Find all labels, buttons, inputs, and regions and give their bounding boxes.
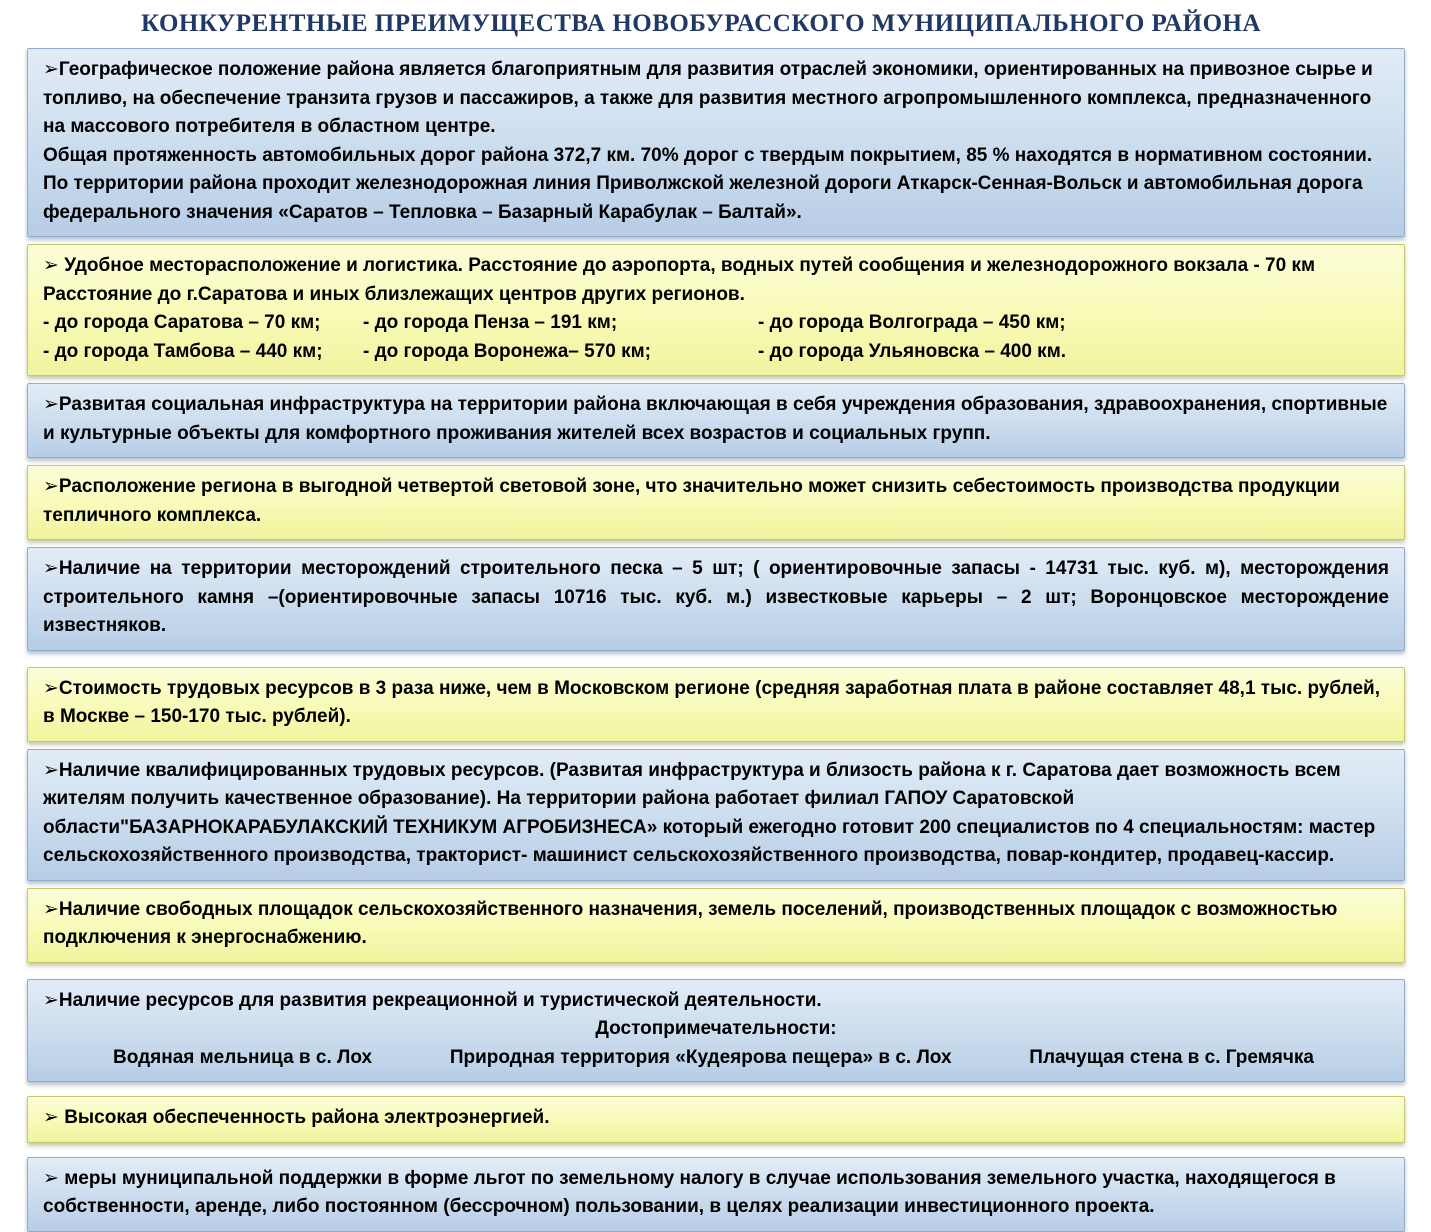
sights-row (113, 1044, 1314, 1073)
sights-subheading: Достопримечательности: (595, 1018, 837, 1039)
advantage-box-mineral-deposits (27, 547, 1405, 651)
advantage-box-electricity (27, 1096, 1405, 1143)
box-text: ➢Наличие квалифицированных трудовых ресурсов. (Развитая инфраструктура и близость района к г. Саратова дает возможность всем жителям получить качественное образование). На территории района работает филиал ГАПОУ Саратовской области"БАЗАРНОКАРАБУЛАКСКИЙ ТЕХНИКУМ АГРОБИЗНЕСА» который ежегодно готовит 200 специалистов по 4 специальностям: мастер сельскохозяйственного производства, тракторист- машинист сельскохозяйственного производства, повар-кондитер, продавец-кассир. (43, 759, 1376, 866)
box-text: ➢Географическое положение района является благоприятным для развития отраслей экономики, ориентированных на привозное сырье и топливо, на обеспечение транзита грузов и пассажиров, а также для развития местного агропромышленного комплекса, предназначенного на массового потребителя в областном центре. (43, 59, 1373, 137)
distance-row (43, 309, 1389, 338)
distance-cell: - до города Волгограда – 450 км; (758, 312, 1066, 333)
sight-item: Плачущая стена в с. Гремячка (1029, 1046, 1314, 1068)
distance-cell: - до города Воронежа– 570 км; (363, 340, 652, 362)
sight-item: Природная территория «Кудеярова пещера» в с. Лох (449, 1046, 952, 1068)
advantage-box-geography (27, 48, 1405, 237)
box-text: ➢Стоимость трудовых ресурсов в 3 раза ниже, чем в Московском регионе (средняя заработная плата в районе составляет 48,1 тыс. рублей, в Москве – 150-170 тыс. рублей). (43, 677, 1380, 727)
advantage-box-municipal-support (27, 1157, 1405, 1232)
box-text: ➢Расположение региона в выгодной четвертой световой зоне, что значительно может снизить себестоимость производства продукции тепличного комплекса. (43, 476, 1340, 526)
advantage-box-logistics (27, 244, 1405, 376)
distance-row (43, 338, 1389, 367)
box-text: Общая протяженность автомобильных дорог района 372,7 км. 70% дорог с твердым покрытием, 85 % находятся в нормативном состоянии. (43, 144, 1373, 166)
distance-cell: - до города Саратова – 70 км; (43, 312, 321, 333)
distance-cell: - до города Пенза – 191 км; (363, 312, 618, 333)
box-text: ➢ меры муниципальной поддержки в форме льгот по земельному налогу в случае использования земельного участка, находящегося в собственности, аренде, либо постоянном (бессрочном) пользовании, в целях реализации инвестиционного проекта. (43, 1167, 1336, 1217)
advantage-box-qualified-workforce (27, 749, 1405, 881)
box-text: ➢Наличие на территории месторождений строительного песка – 5 шт; ( ориентировочные запасы - 14731 тыс. куб. м), месторождения строительного камня –(ориентировочные запасы 10716 тыс. куб. м.) известковые карьеры – 2 шт; Воронцовское месторождение известняков. (43, 558, 1389, 636)
page-title: КОНКУРЕНТНЫЕ ПРЕИМУЩЕСТВА НОВОБУРАССКОГО МУНИЦИПАЛЬНОГО РАЙОНА (140, 10, 1262, 37)
box-text: ➢ Высокая обеспеченность района электроэнергией. (43, 1107, 550, 1128)
box-text: По территории района проходит железнодорожная линия Приволжской железной дороги Аткарск-Сенная-Вольск и автомобильная дорога федерального значения «Саратов – Тепловка – Базарный Карабулак – Балтай». (43, 173, 1363, 223)
advantage-box-labor-cost (27, 667, 1405, 742)
box-text: ➢Наличие свободных площадок сельскохозяйственного назначения, земель поселений, производственных площадок с возможностью подключения к энергоснабжению. (43, 898, 1338, 948)
advantage-box-free-sites (27, 888, 1405, 963)
box-text: ➢Развитая социальная инфраструктура на территории района включающая в себя учреждения образования, здравоохранения, спортивные и культурные объекты для комфортного проживания жителей всех возрастов и социальных групп. (43, 394, 1388, 444)
distance-cell: - до города Ульяновска – 400 км. (758, 340, 1067, 362)
sight-item: Водяная мельница в с. Лох (113, 1046, 373, 1068)
advantage-box-social-infrastructure (27, 383, 1405, 458)
box-text: ➢Наличие ресурсов для развития рекреационной и туристической деятельности. (43, 989, 822, 1011)
advantage-box-tourism (27, 979, 1405, 1083)
box-text: Расстояние до г.Саратова и иных близлежащих центров других регионов. (43, 283, 745, 305)
distance-cell: - до города Тамбова – 440 км; (43, 340, 323, 362)
advantage-box-light-zone (27, 465, 1405, 540)
box-text: ➢ Удобное месторасположение и логистика. Расстояние до аэропорта, водных путей сообщения и железнодорожного вокзала - 70 км (43, 255, 1316, 276)
